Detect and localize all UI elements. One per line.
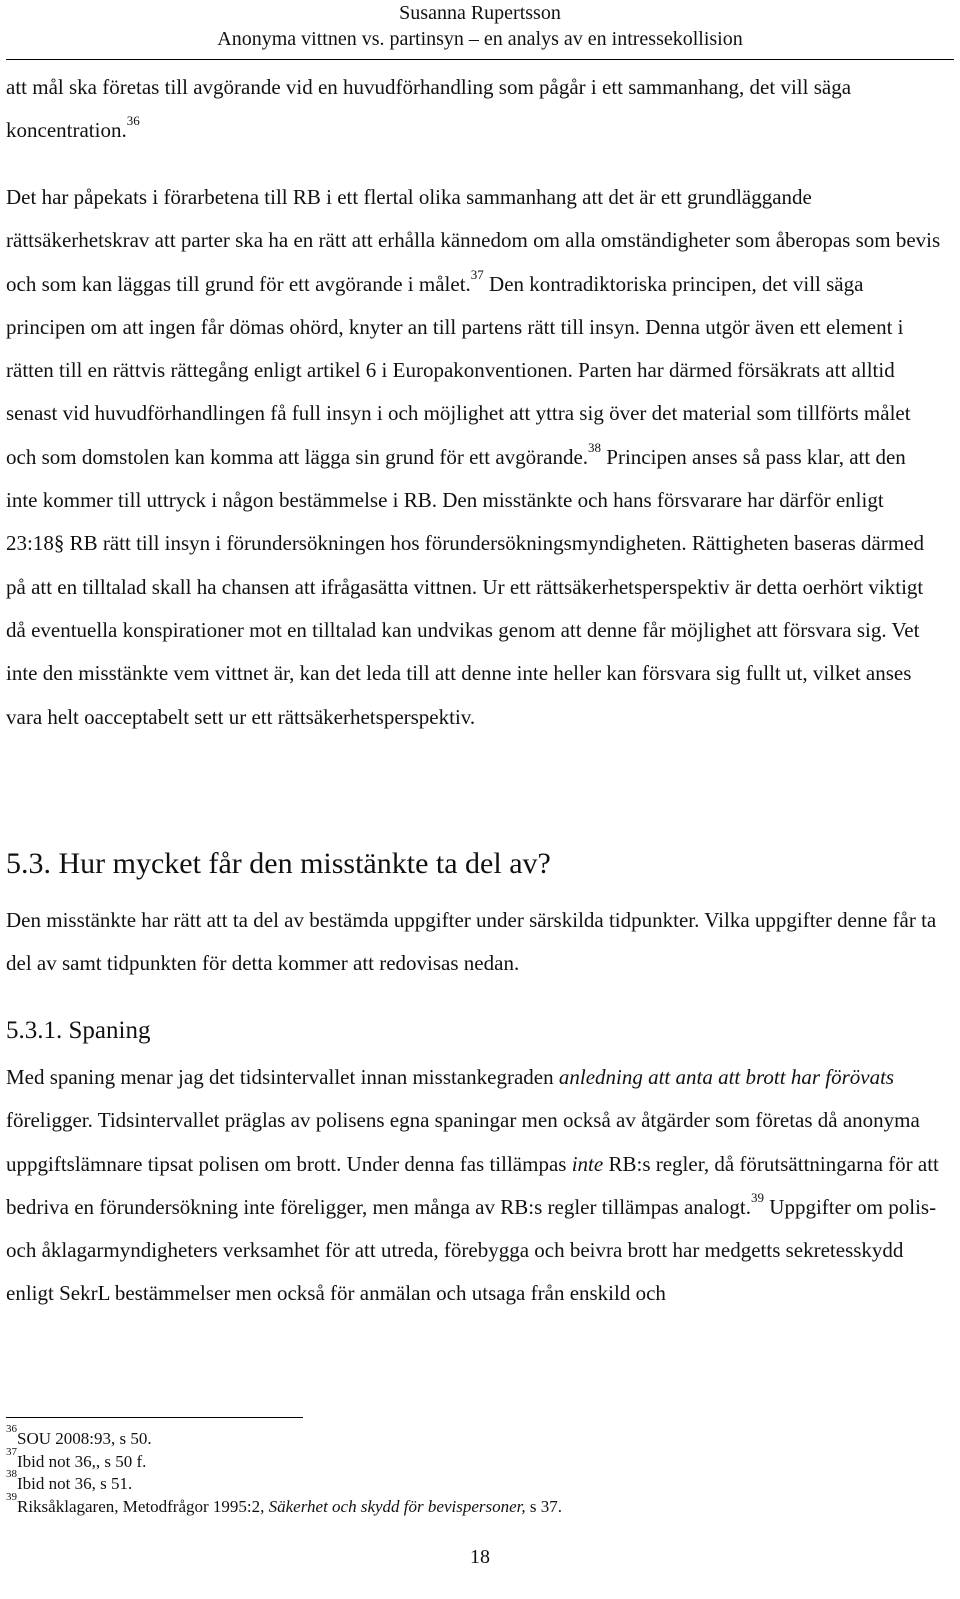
subsection-text-1: Med spaning menar jag det tidsintervallet innan misstankegraden	[6, 1065, 559, 1089]
paragraph-2-sentence-2: Den kontradiktoriska principen, det vill säga principen om att ingen får dömas ohörd, knyter an till partens rätt till insyn. Denna utgör även ett element i rätten till en rättvis rättegång enligt artikel 6 i Europakonventionen. Parten har därmed försäkrats att alltid senast vid huvudförhandlingen få full insyn i och möjlighet att yttra sig över det material som tillförts målet och som domstolen kan komma att lägga sin grund för ett avgörande.	[6, 271, 911, 469]
footnote-number: 37	[6, 1445, 17, 1458]
paragraph-2-sentence-3: Principen anses så pass klar, att den inte kommer till uttryck i någon bestämmelse i RB. Den misstänkte och hans försvarare har därför enligt 23:18§ RB rätt till insyn i förundersökningen hos förundersökningsmyndigheten. Rättigheten baseras därmed på att en tilltalad skall ha chansen att ifrågasätta vittnen. Ur ett rättsäkerhetsperspektiv är detta oerhört viktigt då eventuella konspirationer mot en tilltalad kan undvikas genom att denne får möjlighet att försvara sig. Vet inte den misstänkte vem vittnet är, kan det leda till att denne inte heller kan försvara sig fullt ut, vilket anses vara helt oacceptabelt sett ur ett rättsäkerhetsperspektiv.	[6, 444, 925, 729]
footnote-ref-37[interactable]: 37	[470, 266, 484, 282]
footnote-ref-38[interactable]: 38	[588, 439, 602, 455]
footnote-37	[6, 1445, 562, 1474]
footnote-text: Ibid not 36, s 51.	[17, 1474, 133, 1493]
header-divider	[6, 59, 954, 60]
footnote-text: Riksåklagaren, Metodfrågor 1995:2,	[17, 1496, 269, 1516]
section-heading: 5.3. Hur mycket får den misstänkte ta del av?	[6, 847, 551, 880]
footnote-separator	[6, 1417, 303, 1418]
footnote-38	[6, 1468, 562, 1496]
footnotes	[6, 1423, 563, 1518]
footnote-tail: s 37.	[525, 1496, 563, 1516]
subsection-emphasis-2: inte	[571, 1151, 604, 1176]
subsection-heading: 5.3.1. Spaning	[6, 1017, 151, 1044]
footnote-ref-36[interactable]: 36	[126, 113, 140, 129]
paragraph-2-sentence-1: Det har påpekats i förarbetena till RB i ett flertal olika sammanhang att det är ett grundläggande rättsäkerhetskrav att parter ska ha en rätt att erhålla kännedom om alla omständigheter som åberopas som bevis och som kan läggas till grund för ett avgörande i målet.	[6, 185, 941, 296]
subsection-text-2: föreligger. Tidsintervallet präglas av polisens egna spaningar men också av åtgärder som företas då anonyma uppgiftslämnare tipsat polisen om brott. Under denna fas tillämpas	[6, 1108, 920, 1176]
paragraph-2	[6, 176, 941, 739]
page-number: 18	[470, 1546, 490, 1568]
footnote-number: 39	[6, 1490, 17, 1503]
footnote-number: 36	[6, 1423, 17, 1436]
subsection-text-4: Uppgifter om polis- och åklagarmyndigheters verksamhet för att utreda, förebygga och beivra brott har medgetts sekretesskydd enligt SekrL bestämmelser men också för anmälan och utsaga från enskild och	[6, 1194, 937, 1306]
subsection-paragraph	[6, 1056, 941, 1316]
section-intro	[6, 899, 941, 986]
footnote-text: SOU 2008:93, s 50.	[17, 1429, 152, 1448]
paragraph-1-text: att mål ska företas till avgörande vid en huvudförhandling som pågår i ett sammanhang, det vill säga koncentration.	[6, 75, 852, 143]
section-intro-text: Den misstänkte har rätt att ta del av bestämda uppgifter under särskilda tidpunkter. Vilka uppgifter denne får ta del av samt tidpunkten för detta kommer att redovisas nedan.	[6, 908, 937, 976]
header-title: Anonyma vittnen vs. partinsyn – en analys av en intressekollision	[217, 28, 743, 50]
paragraph-1	[6, 66, 941, 153]
header-author: Susanna Rupertsson	[399, 2, 561, 24]
subsection-emphasis-1: anledning att anta att brott har förövats	[558, 1065, 895, 1089]
footnote-emphasis: Säkerhet och skydd för bevispersoner,	[268, 1496, 526, 1516]
footnote-text: Ibid not 36,, s 50 f.	[17, 1451, 147, 1471]
footnote-36	[6, 1423, 562, 1451]
footnote-ref-39[interactable]: 39	[751, 1189, 765, 1205]
footnote-39	[6, 1490, 563, 1519]
footnote-number: 38	[6, 1468, 17, 1481]
subsection-text-3: RB:s regler, då förutsättningarna för att bedriva en förundersökning inte föreligger, men många av RB:s regler tillämpas analogt.	[6, 1151, 939, 1219]
